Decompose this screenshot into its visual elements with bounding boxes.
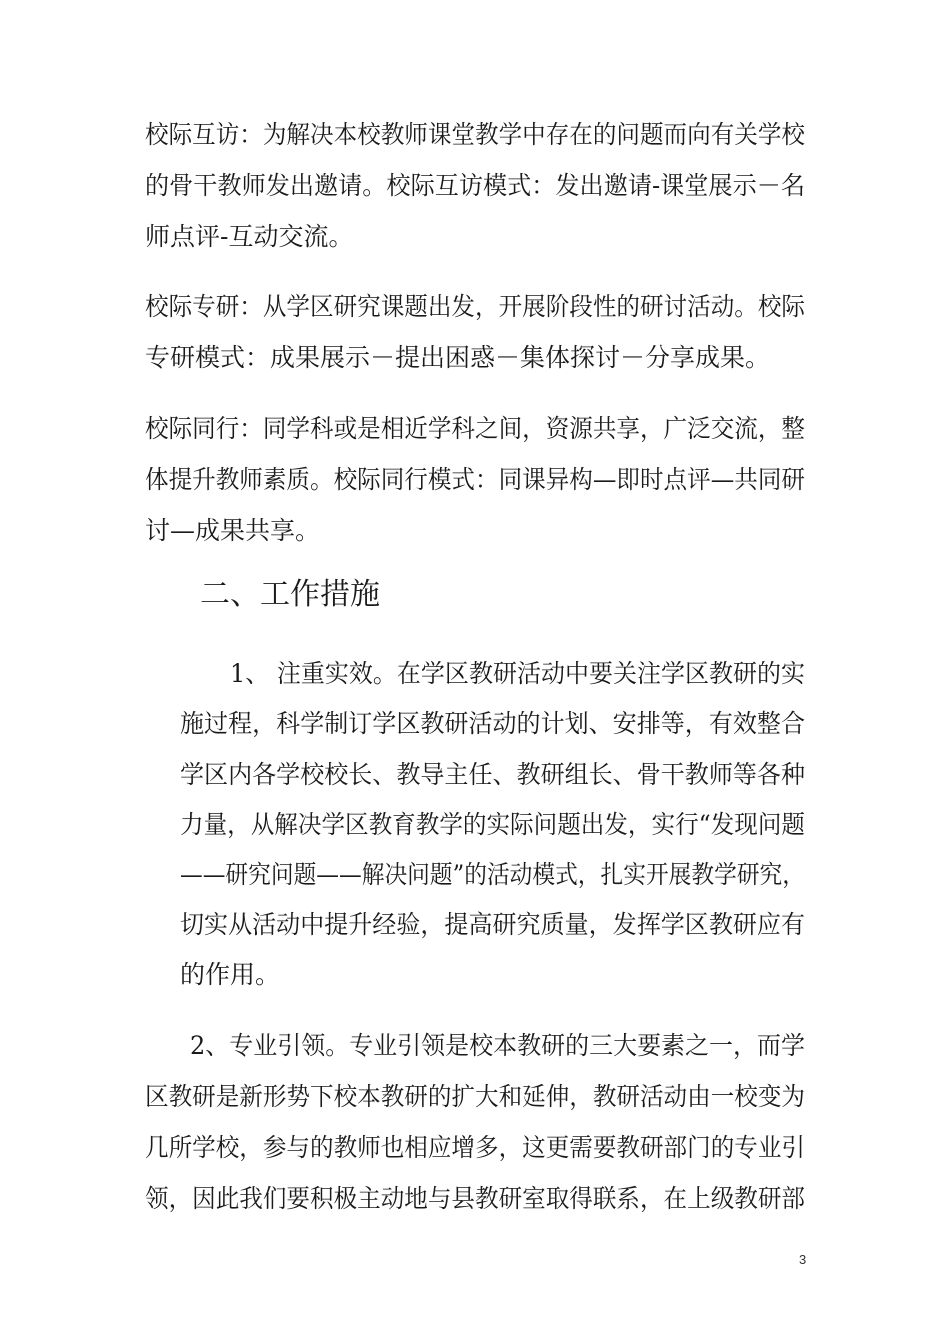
text-line: 校际互访：为解决本校教师课堂教学中存在的问题而向有关学校 (145, 120, 805, 149)
text-line: 体提升教师素质。校际同行模式：同课异构—即时点评—共同研 (145, 465, 805, 494)
text-line: 专研模式：成果展示－提出困惑－集体探讨－分享成果。 (145, 343, 771, 372)
text-line: 施过程，科学制订学区教研活动的计划、安排等，有效整合 (180, 709, 805, 738)
text-line: 2、专业引领。专业引领是校本教研的三大要素之一，而学 (190, 1031, 805, 1060)
text-line: ——研究问题——解决问题”的活动模式，扎实开展教学研究， (180, 860, 805, 889)
text-line: 的骨干教师发出邀请。校际互访模式：发出邀请-课堂展示－名 (145, 171, 805, 200)
section-heading: 二、工作措施 (200, 577, 380, 612)
text-line: 师点评-互动交流。 (145, 222, 354, 251)
text-line: 校际专研：从学区研究课题出发，开展阶段性的研讨活动。校际 (145, 292, 805, 321)
text-line: 切实从活动中提升经验，提高研究质量，发挥学区教研应有 (180, 910, 805, 939)
text-line: 讨—成果共享。 (145, 516, 321, 545)
text-line: 校际同行：同学科或是相近学科之间，资源共享，广泛交流，整 (145, 414, 805, 443)
text-line: 力量，从解决学区教育教学的实际问题出发，实行“发现问题 (180, 810, 805, 839)
text-line: 学区内各学校校长、教导主任、教研组长、骨干教师等各种 (180, 760, 805, 789)
text-line: 1、 注重实效。在学区教研活动中要关注学区教研的实 (230, 659, 805, 688)
text-line: 几所学校，参与的教师也相应增多，这更需要教研部门的专业引 (145, 1133, 805, 1162)
page-number: 3 (799, 1252, 807, 1267)
text-line: 领，因此我们要积极主动地与县教研室取得联系，在上级教研部 (145, 1184, 805, 1213)
text-line: 的作用。 (180, 960, 281, 989)
text-line: 区教研是新形势下校本教研的扩大和延伸，教研活动由一校变为 (145, 1082, 805, 1111)
